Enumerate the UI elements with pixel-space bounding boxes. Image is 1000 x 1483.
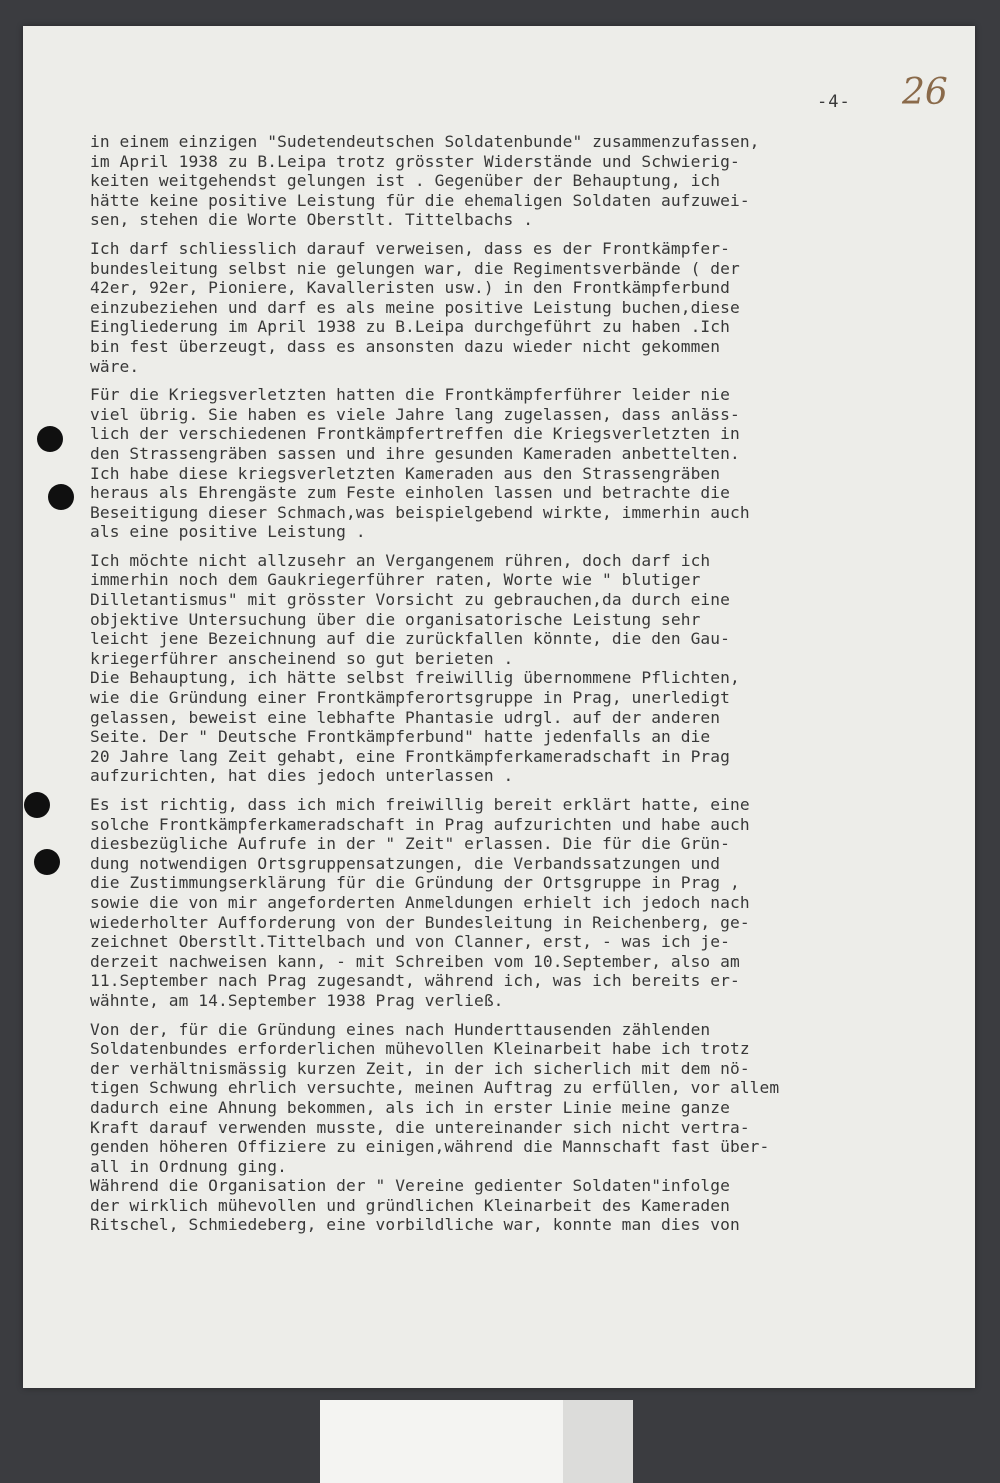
text-line: objektive Untersuchung über die organisatorische Leistung sehr (90, 609, 701, 629)
text-line: sen, stehen die Worte Oberstlt. Tittelbachs . (90, 210, 534, 230)
text-line: den Strassengräben sassen und ihre gesunden Kameraden anbettelten. (90, 443, 740, 463)
text-line: leicht jene Bezeichnung auf die zurückfallen könnte, die den Gau- (90, 629, 730, 649)
text-line: derzeit nachweisen kann, - mit Schreiben vom 10.September, also am (90, 951, 740, 971)
text-line: zeichnet Oberstlt.Tittelbach und von Clanner, erst, - was ich je- (90, 932, 730, 952)
text-line: Soldatenbundes erforderlichen mühevollen Kleinarbeit habe ich trotz (90, 1039, 750, 1059)
handwritten-folio-number: 26 (902, 72, 948, 113)
paragraph (90, 385, 940, 542)
text-line: all in Ordnung ging. (90, 1156, 287, 1176)
punch-hole-icon (24, 792, 50, 818)
text-line: bundesleitung selbst nie gelungen war, die Regimentsverbände ( der (90, 258, 740, 278)
text-line: wiederholter Aufforderung von der Bundesleitung in Reichenberg, ge- (90, 912, 750, 932)
text-line: wäre. (90, 356, 140, 376)
text-line: Es ist richtig, dass ich mich freiwillig bereit erklärt hatte, eine (90, 795, 750, 814)
text-line: die Zustimmungserklärung für die Gründung der Ortsgruppe in Prag , (90, 873, 740, 893)
text-line: der verhältnismässig kurzen Zeit, in der ich sicherlich mit dem nö- (90, 1058, 750, 1078)
punch-hole-icon (37, 426, 63, 452)
text-line: Ritschel, Schmiedeberg, eine vorbildliche war, konnte man dies von (90, 1215, 740, 1235)
paragraph (90, 551, 940, 669)
text-line: der wirklich mühevollen und gründlichen Kleinarbeit des Kameraden (90, 1195, 730, 1215)
text-line: diesbezügliche Aufrufe in der " Zeit" erlassen. Die für die Grün- (90, 834, 730, 854)
text-line: im April 1938 zu B.Leipa trotz grösster Widerstände und Schwierig- (90, 151, 740, 171)
text-line: in einem einzigen "Sudetendeutschen Soldatenbunde" zusammenzufassen, (90, 132, 760, 151)
text-line: Ich habe diese kriegsverletzten Kameraden aus den Strassengräben (90, 463, 721, 483)
text-line: immerhin noch dem Gaukriegerführer raten, Worte wie " blutiger (90, 570, 701, 590)
text-line: lich der verschiedenen Frontkämpfertreffen die Kriegsverletzten in (90, 424, 740, 444)
text-line: wähnte, am 14.September 1938 Prag verließ. (90, 990, 504, 1010)
paragraph (90, 1020, 940, 1177)
archive-label-strip (320, 1400, 633, 1483)
text-line: dadurch eine Ahnung bekommen, als ich in erster Linie meine ganze (90, 1097, 730, 1117)
paragraph (90, 1176, 940, 1235)
text-line: genden höheren Offiziere zu einigen,während die Mannschaft fast über- (90, 1137, 770, 1157)
text-line: gelassen, beweist eine lebhafte Phantasie udrgl. auf der anderen (90, 707, 721, 727)
text-line: wie die Gründung einer Frontkämpferortsgruppe in Prag, unerledigt (90, 688, 730, 708)
text-line: Die Behauptung, ich hätte selbst freiwillig übernommene Pflichten, (90, 668, 740, 688)
paragraph (90, 239, 940, 376)
text-line: als eine positive Leistung . (90, 522, 366, 542)
text-line: aufzurichten, hat dies jedoch unterlassen . (90, 766, 514, 786)
text-line: dung notwendigen Ortsgruppensatzungen, die Verbandssatzungen und (90, 853, 721, 873)
text-line: viel übrig. Sie haben es viele Jahre lang zugelassen, dass anläss- (90, 404, 740, 424)
punch-hole-icon (48, 484, 74, 510)
text-line: Beseitigung dieser Schmach,was beispielgebend wirkte, immerhin auch (90, 502, 750, 522)
text-line: Seite. Der " Deutsche Frontkämpferbund" hatte jedenfalls an die (90, 727, 711, 747)
text-line: 42er, 92er, Pioniere, Kavalleristen usw.) in den Frontkämpferbund (90, 278, 730, 298)
text-line: solche Frontkämpferkameradschaft in Prag aufzurichten und habe auch (90, 814, 750, 834)
text-line: kriegerführer anscheinend so gut berieten . (90, 648, 514, 668)
paragraph (90, 668, 940, 786)
paragraph (90, 795, 940, 1011)
text-line: 20 Jahre lang Zeit gehabt, eine Frontkämpferkameradschaft in Prag (90, 746, 730, 766)
text-line: einzubeziehen und darf es als meine positive Leistung buchen,diese (90, 297, 740, 317)
text-line: Für die Kriegsverletzten hatten die Frontkämpferführer leider nie (90, 385, 730, 405)
text-line: hätte keine positive Leistung für die ehemaligen Soldaten aufzuwei- (90, 190, 750, 210)
text-line: bin fest überzeugt, dass es ansonsten dazu wieder nicht gekommen (90, 336, 721, 356)
punch-hole-icon (34, 849, 60, 875)
text-line: 11.September nach Prag zugesandt, während ich, was ich bereits er- (90, 971, 740, 991)
text-line: Dilletantismus" mit grösster Vorsicht zu gebrauchen,da durch eine (90, 590, 730, 610)
page-number: -4- (817, 92, 851, 112)
text-line: Während die Organisation der " Vereine gedienter Soldaten"infolge (90, 1176, 730, 1196)
typewritten-body (90, 132, 940, 1244)
text-line: tigen Schwung ehrlich versuchte, meinen Auftrag zu erfüllen, vor allem (90, 1078, 780, 1098)
text-line: sowie die von mir angeforderten Anmeldungen erhielt ich jedoch nach (90, 892, 750, 912)
text-line: Kraft darauf verwenden musste, die untereinander sich nicht vertra- (90, 1117, 750, 1137)
text-line: Ich darf schliesslich darauf verweisen, dass es der Frontkämpfer- (90, 238, 730, 258)
text-line: heraus als Ehrengäste zum Feste einholen lassen und betrachte die (90, 483, 730, 503)
paragraph (90, 132, 940, 230)
text-line: Von der, für die Gründung eines nach Hunderttausenden zählenden (90, 1019, 711, 1039)
text-line: keiten weitgehendst gelungen ist . Gegenüber der Behauptung, ich (90, 171, 721, 191)
text-line: Ich möchte nicht allzusehr an Vergangenem rühren, doch darf ich (90, 550, 711, 570)
text-line: Eingliederung im April 1938 zu B.Leipa durchgeführt zu haben .Ich (90, 317, 730, 337)
